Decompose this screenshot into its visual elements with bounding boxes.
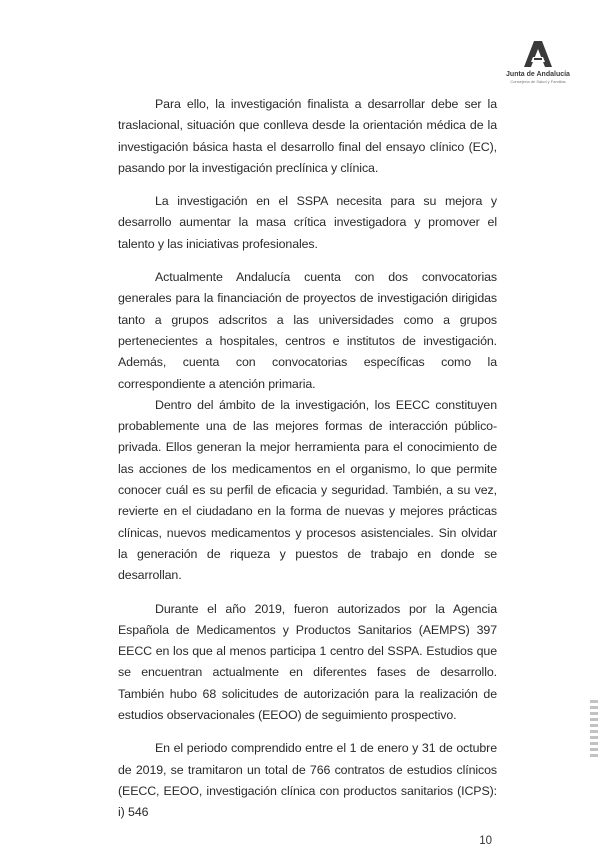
- document-body: [118, 94, 497, 824]
- paragraph-1: Para ello, la investigación finalista a desarrollar debe ser la traslacional, situación que conlleva desde la orientación médica de la investigación básica hasta el desarrollo final del ensayo clínico (EC), pasando por la investigación preclínica y clínica.: [118, 97, 497, 175]
- junta-andalucia-logo: [500, 40, 576, 85]
- paragraph-6: En el periodo comprendido entre el 1 de enero y 31 de octubre de 2019, se tramitaron un total de 766 contratos de estudios clínicos (EECC, EEOO, investigación clínica con productos sanitarios (ICPS): i) 546: [118, 741, 497, 820]
- paragraph-3: Actualmente Andalucía cuenta con dos convocatorias generales para la financiación de proyectos de investigación dirigidas tanto a grupos adscritos a las universidades como a grupos pertenecientes a hospitales, centros e institutos de investigación. Además, cuenta con convocatorias específicas como la correspondiente a atención primaria.: [118, 270, 497, 391]
- junta-andalucia-a-icon: [523, 40, 553, 68]
- logo-name: Junta de Andalucía: [506, 71, 570, 78]
- paragraph-4: Dentro del ámbito de la investigación, los EECC constituyen probablemente una de las mejores formas de interacción público-privada. Ellos generan la mejor herramienta para el conocimiento de las acciones de los medicamentos en el organismo, lo que permite conocer cuál es su perfil de eficacia y seguridad. También, a su vez, revierte en el ciudadano en la forma de nuevas y mejores prácticas clínicas, nuevos medicamentos y procesos asistenciales. Sin olvidar la generación de riqueza y puestos de trabajo en donde se desarrollan.: [118, 397, 497, 583]
- paragraph-5: Durante el año 2019, fueron autorizados por la Agencia Española de Medicamentos y Productos Sanitarios (AEMPS) 397 EECC en los que al menos participa 1 centro del SSPA. Estudios que se encuentran actualmente en diferentes fases de desarrollo. También hubo 68 solicitudes de autorización para la realización de estudios observacionales (EEOO) de seguimiento prospectivo.: [118, 601, 497, 723]
- page-number: 10: [479, 834, 492, 847]
- paragraph-2: La investigación en el SSPA necesita para su mejora y desarrollo aumentar la masa crítica investigadora y promover el talento y las iniciativas profesionales.: [118, 194, 497, 251]
- vertical-margin-code: [590, 700, 598, 758]
- logo-subtitle: Consejería de Salud y Familias: [510, 79, 566, 84]
